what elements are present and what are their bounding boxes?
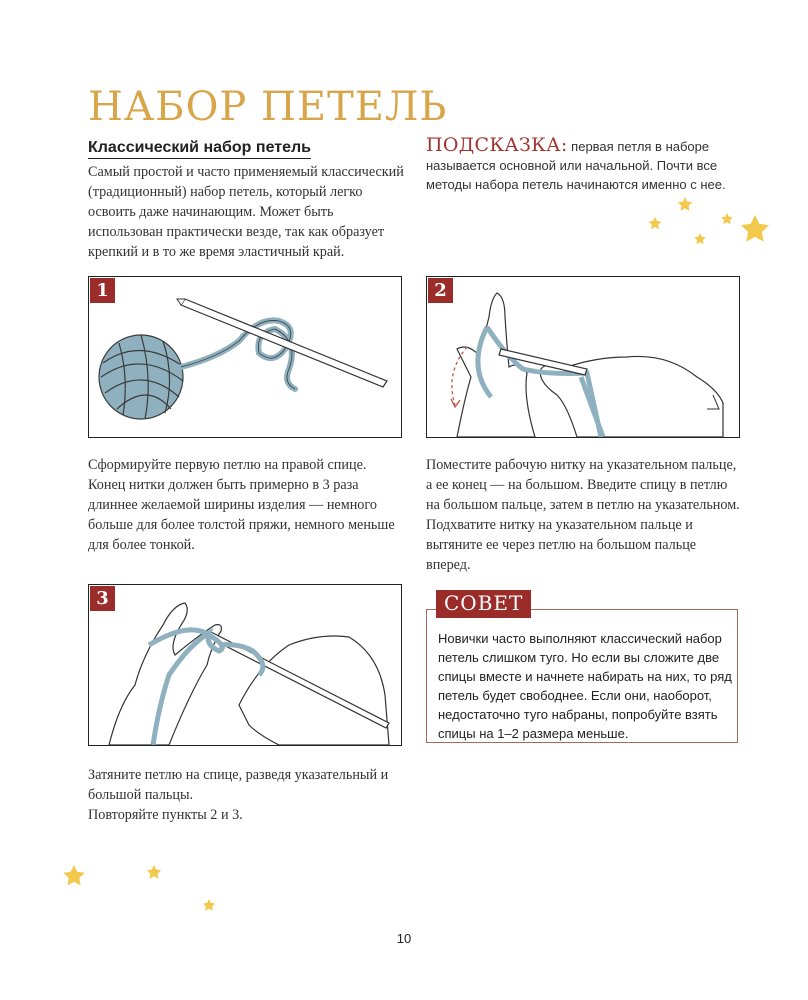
step-3-badge: 3 — [90, 586, 115, 611]
stars-decoration-bottom — [55, 855, 230, 920]
advice-text: Новички часто выполняют классический набор петель слишком туго. Но если вы сложите две спицы вместе и начнете набирать на них, то ряд петель будет свободнее. Если они, наоборот, недостаточно туго набраны, попробуйте взять спицы на 1–2 размера меньше. — [438, 631, 732, 741]
tip-label: ПОДСКАЗКА: — [426, 134, 568, 156]
star-icon — [694, 233, 706, 244]
section-heading: Классический набор петель — [88, 139, 311, 159]
left-hand — [109, 603, 221, 745]
star-icon — [147, 865, 161, 879]
step-3-caption-extra: Повторяйте пункты 2 и 3. — [88, 807, 243, 823]
step-3-illustration — [88, 584, 402, 746]
step-2-caption: Поместите рабочую нитку на указательном пальце, а ее конец — на большом. Введите спицу в петлю на большом пальце, затем в петлю на указательном. Подхватите нитку на указательном пальце и вытяните ее через петлю на большом пальце вперед. — [426, 457, 740, 573]
step-1-badge: 1 — [90, 278, 115, 303]
step-1-illustration — [88, 276, 402, 438]
step-1-caption: Сформируйте первую петлю на правой спице. Конец нитки должен быть примерно в 3 раза длиннее желаемой ширины изделия — немного больше для более толстой пряжи, немного меньше для более тонкой. — [88, 457, 395, 553]
star-icon — [721, 213, 733, 224]
step-2-illustration — [426, 276, 740, 438]
step-2-badge: 2 — [428, 278, 453, 303]
intro-paragraph: Самый простой и часто применяемый классический (традиционный) набор петель, который легко освоить даже начинающим. Может быть использован практически везде, так как образует крепкий и в то же время эластичный край. — [88, 164, 404, 260]
star-icon — [741, 215, 769, 242]
stars-decoration-top — [630, 185, 780, 260]
star-icon — [678, 197, 692, 211]
yarn-ball — [99, 335, 183, 419]
star-icon — [203, 899, 215, 911]
advice-label: СОВЕТ — [436, 590, 531, 618]
star-icon — [649, 217, 662, 229]
left-hand — [457, 293, 535, 437]
step-3-caption: Затяните петлю на спице, разведя указательный и большой пальцы. — [88, 767, 389, 803]
tip-text: первая петля в наборе называется основной или начальной. Почти все методы набора петель начинаются именно с нее. — [426, 139, 726, 192]
page-number: 10 — [396, 931, 412, 946]
knitting-needle — [177, 299, 387, 387]
star-icon — [63, 865, 84, 885]
page-title: НАБОР ПЕТЕЛЬ — [88, 84, 448, 130]
